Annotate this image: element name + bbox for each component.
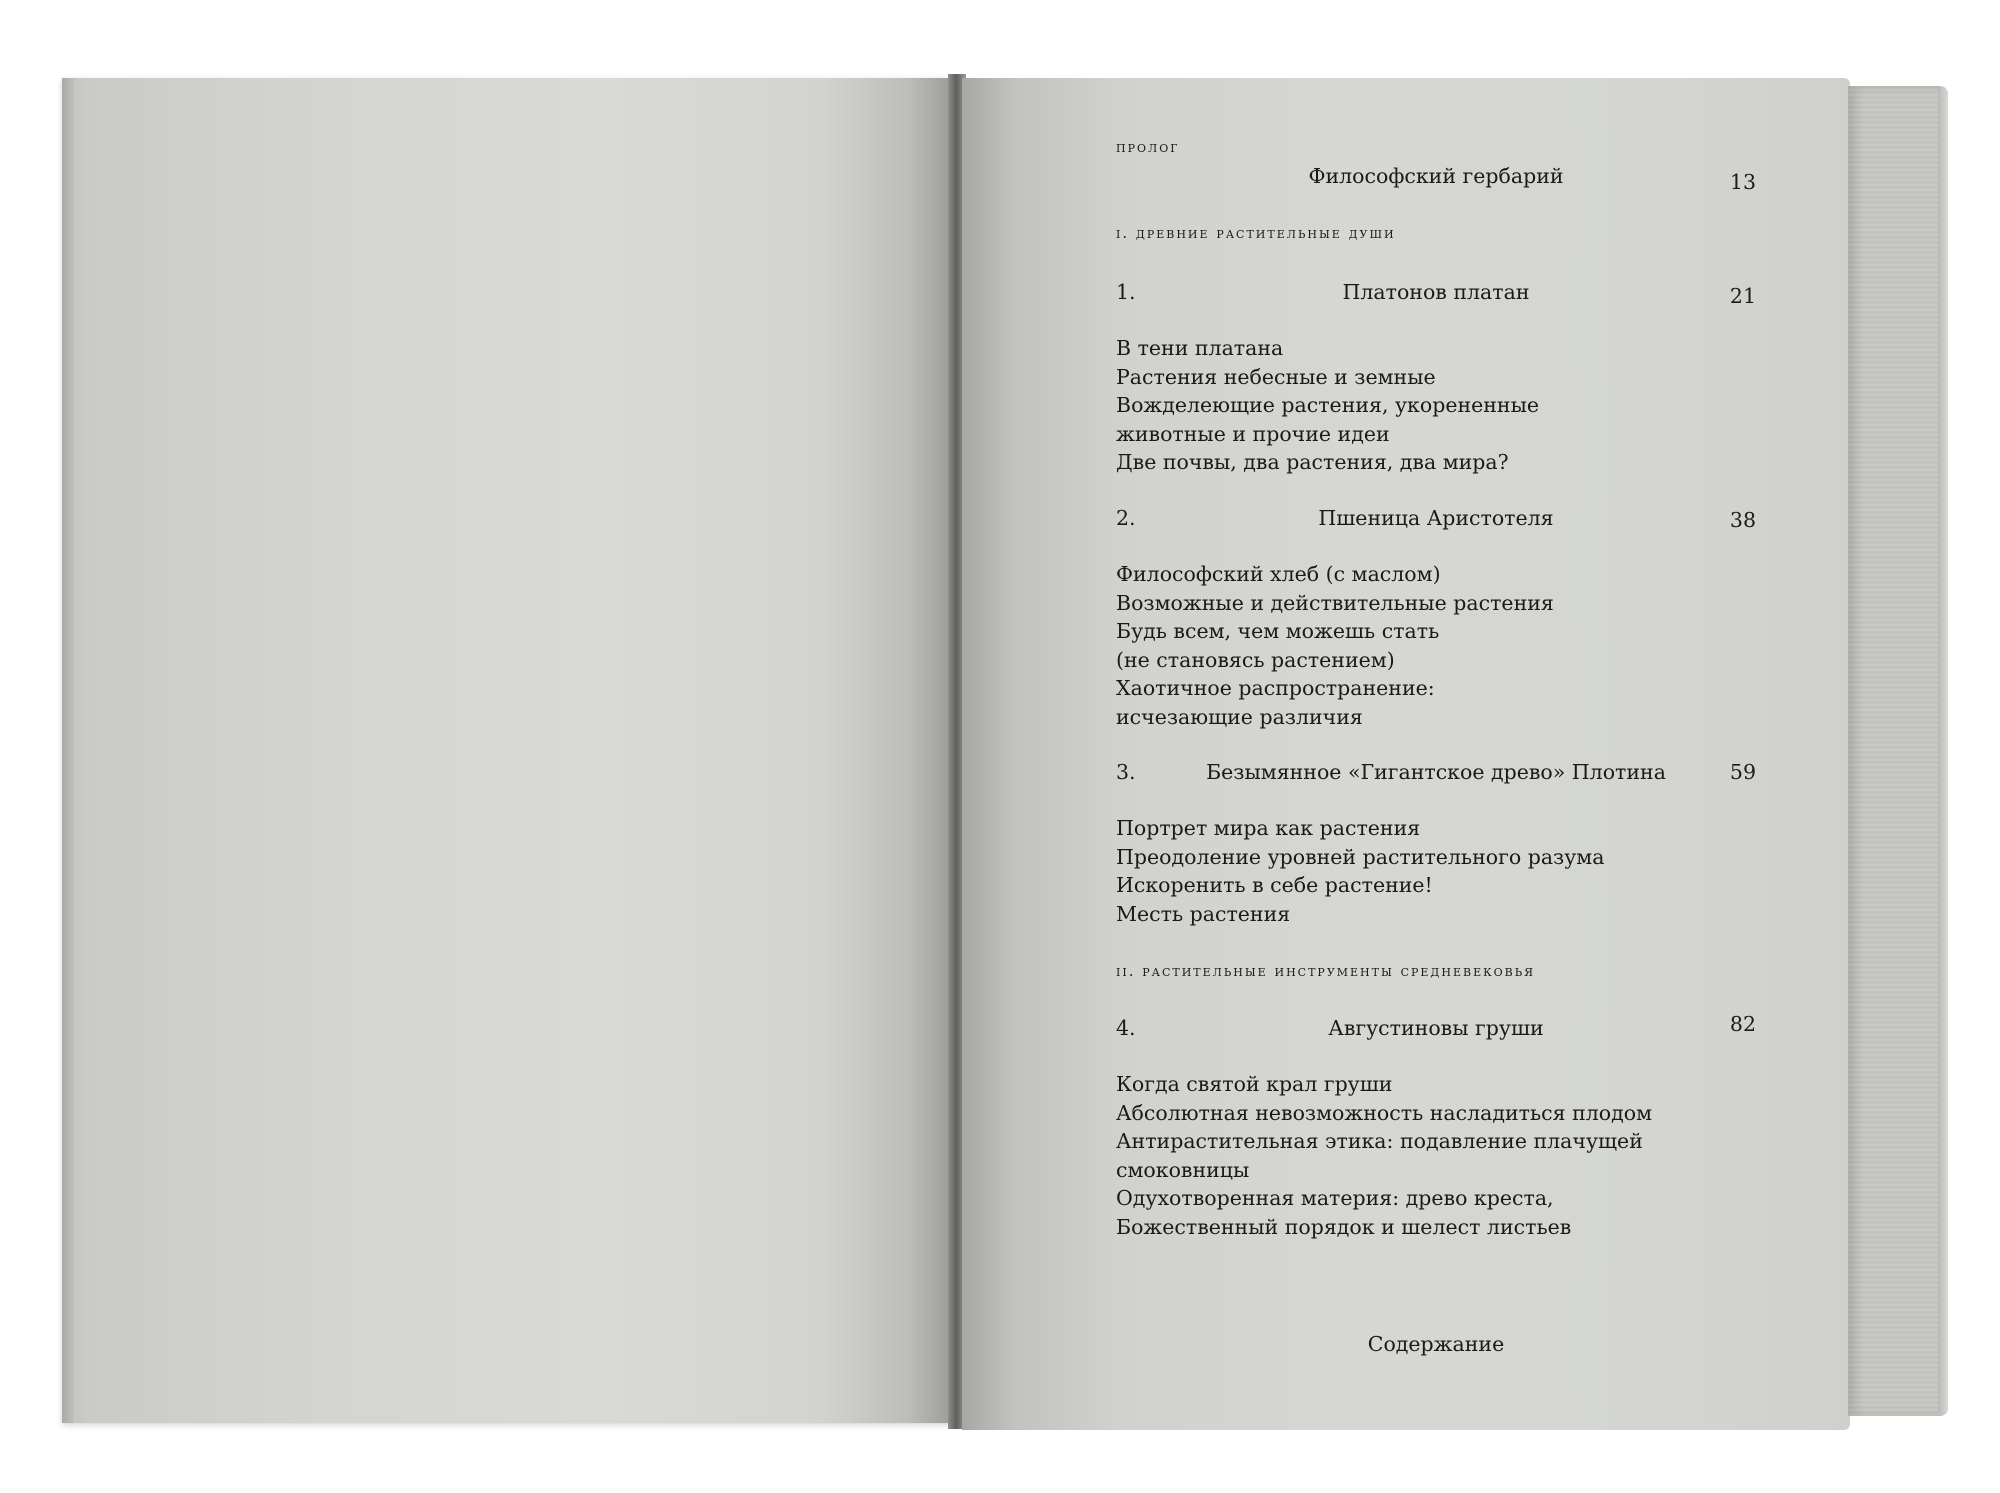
chapter-3-title: Безымянное «Гигантское древо» Плотина (1206, 760, 1666, 784)
prologue-title: Философский гербарий (1308, 164, 1564, 188)
chapter-4-title: Августиновы груши (1328, 1016, 1544, 1040)
prologue-page: 13 (1729, 170, 1756, 194)
list-item: Когда святой крал груши (1116, 1072, 1393, 1096)
list-item: Философский хлеб (с маслом) (1116, 562, 1441, 586)
list-item: Одухотворенная материя: древо креста, (1116, 1186, 1554, 1211)
list-item: Две почвы, два растения, два мира? (1116, 450, 1509, 475)
list-item: Хаотичное распространение: (1116, 676, 1435, 701)
list-item: Антирастительная этика: подавление плачущей (1116, 1129, 1643, 1154)
chapter-4-number: 4. (1116, 1016, 1136, 1040)
list-item: Преодоление уровней растительного разума (1116, 844, 1605, 869)
chapter-2-title: Пшеница Аристотеля (1318, 506, 1554, 530)
chapter-3-page: 59 (1729, 760, 1756, 784)
list-item: Растения небесные и земные (1116, 364, 1436, 389)
list-item: Будь всем, чем можешь стать (1116, 619, 1440, 644)
chapter-4-subsections (1116, 1070, 1652, 1242)
page-footer-title: Содержание (1367, 1332, 1505, 1356)
chapter-1-title: Платонов платан (1342, 280, 1530, 304)
list-item: Вожделеющие растения, укорененные (1116, 393, 1540, 418)
chapter-3-subsections (1116, 814, 1604, 928)
chapter-1-number: 1. (1116, 280, 1136, 304)
list-item: Возможные и действительные растения (1116, 590, 1554, 615)
prologue-label: пролог (1116, 138, 1180, 156)
part2-label: ii. растительные инструменты средневековья (1116, 962, 1536, 980)
chapter-4-page: 82 (1729, 1012, 1756, 1036)
list-item: исчезающие различия (1116, 704, 1363, 729)
list-item: Абсолютная невозможность насладиться плодом (1116, 1100, 1653, 1125)
list-item: (не становясь растением) (1116, 647, 1395, 672)
chapter-1-subsections (1116, 334, 1539, 477)
chapter-2-subsections (1116, 560, 1554, 732)
chapter-1-page: 21 (1729, 284, 1756, 308)
list-item: Месть растения (1116, 901, 1291, 926)
list-item: В тени платана (1116, 336, 1284, 360)
chapter-2-number: 2. (1116, 506, 1136, 530)
chapter-2-page: 38 (1729, 508, 1756, 532)
chapter-3-number: 3. (1116, 760, 1136, 784)
list-item: Портрет мира как растения (1116, 816, 1421, 840)
left-page-blank (62, 78, 952, 1423)
list-item: животные и прочие идеи (1116, 421, 1390, 446)
list-item: Искоренить в себе растение! (1116, 873, 1433, 898)
list-item: Божественный порядок и шелест листьев (1116, 1214, 1572, 1239)
page-edges (1848, 86, 1948, 1416)
part1-label: i. древние растительные души (1116, 224, 1396, 242)
list-item: смоковницы (1116, 1157, 1250, 1182)
